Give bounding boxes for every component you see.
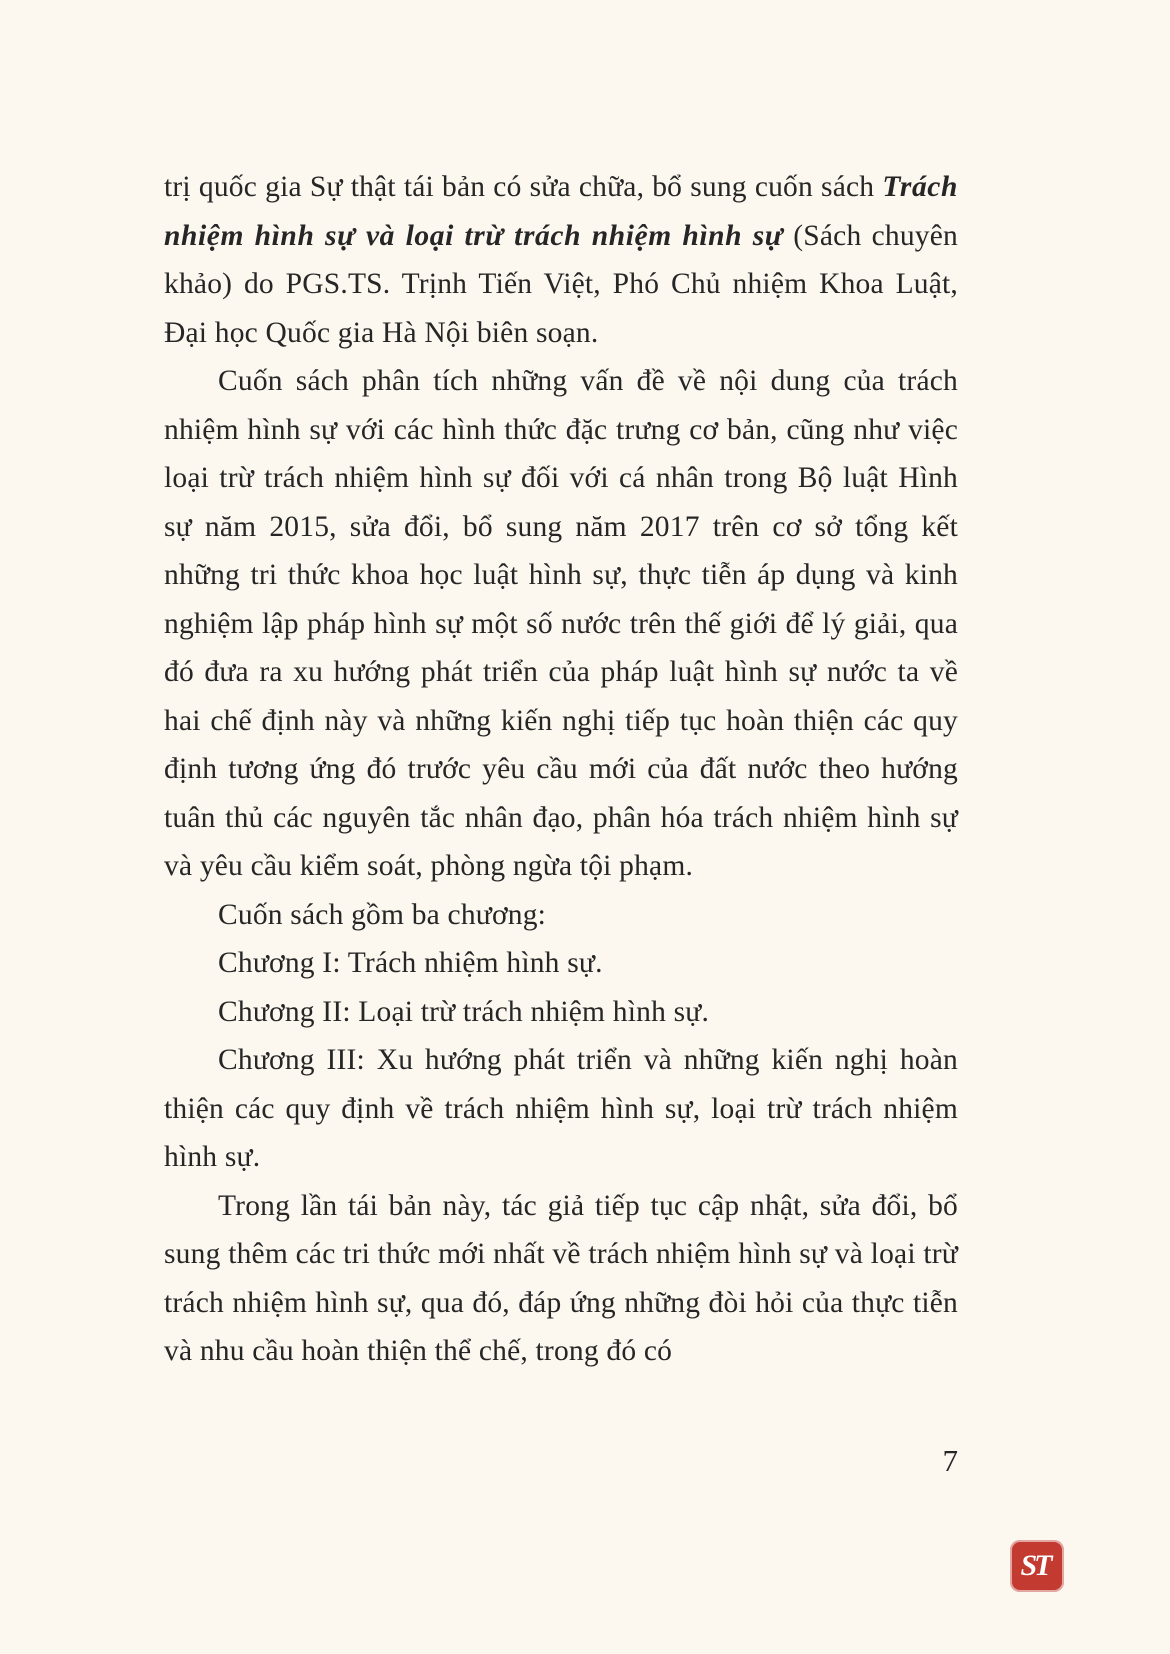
chapter-list-item-2: Chương II: Loại trừ trách nhiệm hình sự. bbox=[218, 995, 710, 1028]
chapter-list-item-1: Chương I: Trách nhiệm hình sự. bbox=[218, 947, 603, 979]
book-title: Trách nhiệm hình sự và loại trừ trách nhiệm hình sự bbox=[164, 171, 958, 252]
publisher-logo-text: ST bbox=[1020, 1549, 1050, 1582]
paragraph-chapter-intro: Cuốn sách gồm ba chương: bbox=[218, 898, 547, 931]
chapter-list-item-3: Chương III: Xu hướng phát triển và những kiến nghị hoàn thiện các quy định về trách nhiệm hình sự, loại trừ trách nhiệm hình sự. bbox=[164, 1044, 958, 1173]
paragraph-book-summary: Cuốn sách phân tích những vấn đề về nội dung của trách nhiệm hình sự với các hình thức đặc trưng cơ bản, cũng như việc loại trừ trách nhiệm hình sự đối với cá nhân trong Bộ luật Hình sự năm 2015, sửa đổi, bổ sung năm 2017 trên cơ sở tổng kết những tri thức khoa học luật hình sự, thực tiễn áp dụng và kinh nghiệm lập pháp hình sự một số nước trên thế giới để lý giải, qua đó đưa ra xu hướng phát triển của pháp luật hình sự nước ta về hai chế định này và những kiến nghị tiếp tục hoàn thiện các quy định tương ứng đó trước yêu cầu mới của đất nước theo hướng tuân thủ các nguyên tắc nhân đạo, phân hóa trách nhiệm hình sự và yêu cầu kiểm soát, phòng ngừa tội phạm. bbox=[164, 365, 958, 882]
paragraph-revision-note: Trong lần tái bản này, tác giả tiếp tục cập nhật, sửa đổi, bổ sung thêm các tri thức mới nhất về trách nhiệm hình sự và loại trừ trách nhiệm hình sự, qua đó, đáp ứng những đòi hỏi của thực tiễn và nhu cầu hoàn thiện thể chế, trong đó có bbox=[164, 1189, 958, 1367]
paragraph-publisher-note bbox=[164, 163, 958, 357]
paragraph-text: (Sách chuyên khảo) do PGS.TS. Trịnh Tiến Việt, Phó Chủ nhiệm Khoa Luật, Đại học Quốc gia Hà Nội biên soạn. bbox=[164, 219, 958, 349]
page-number: 7 bbox=[942, 1443, 958, 1478]
page-body-text bbox=[164, 163, 958, 1376]
publisher-logo bbox=[1010, 1540, 1064, 1592]
paragraph-text: trị quốc gia Sự thật tái bản có sửa chữa, bổ sung cuốn sách bbox=[164, 171, 883, 203]
